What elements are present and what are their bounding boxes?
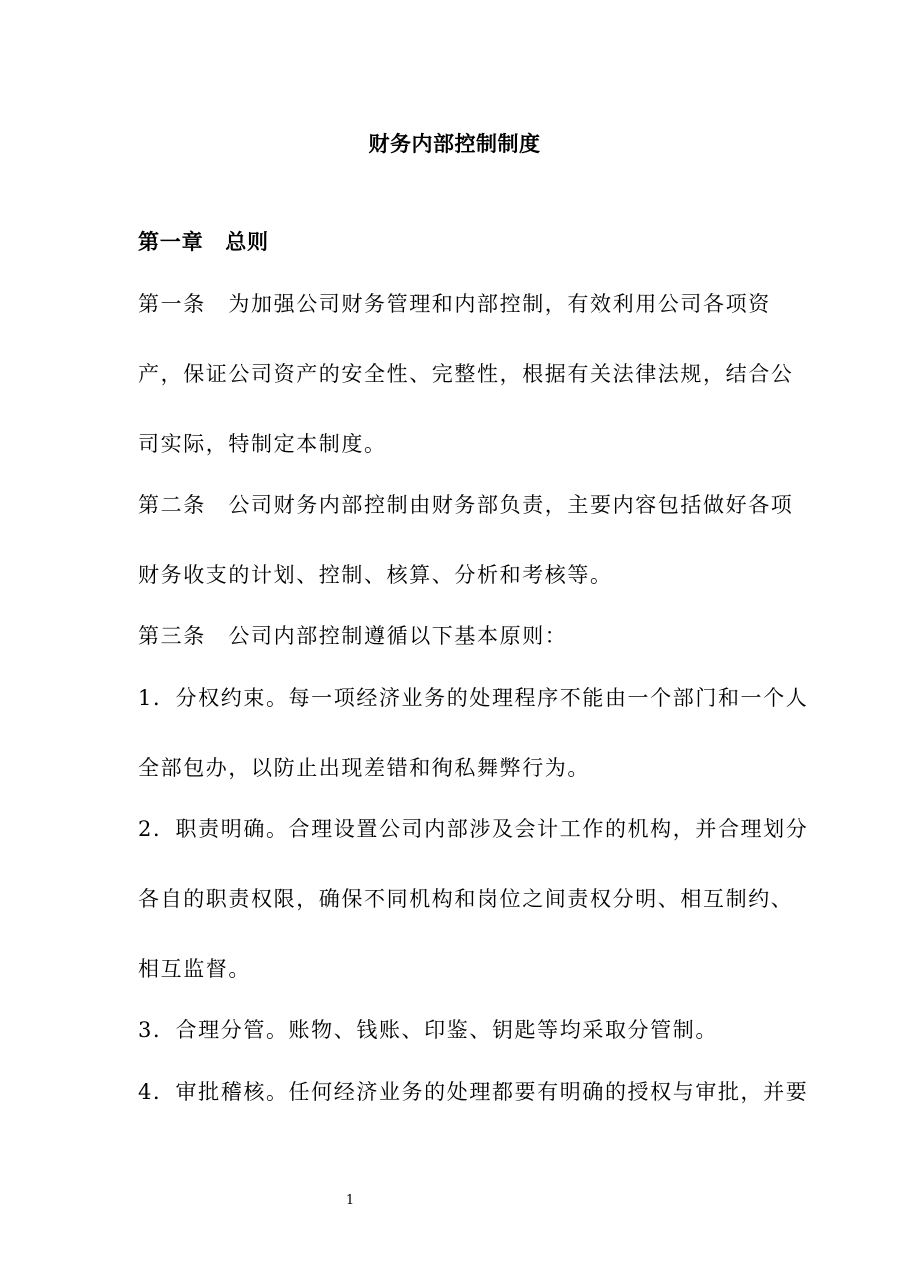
body-line-1: 第一条 为加强公司财务管理和内部控制，有效利用公司各项资 xyxy=(138,292,771,316)
body-line-6: 第三条 公司内部控制遵循以下基本原则： xyxy=(138,624,568,648)
chapter-heading: 第一章 总则 xyxy=(138,229,269,254)
body-line-13: 4．审批稽核。任何经济业务的处理都要有明确的授权与审批，并要 xyxy=(138,1080,809,1104)
body-line-10: 各自的职责权限，确保不同机构和岗位之间责权分明、相互制约、 xyxy=(138,887,794,911)
body-line-12: 3．合理分管。账物、钱账、印鉴、钥匙等均采取分管制。 xyxy=(138,1018,718,1042)
body-line-9: 2．职责明确。合理设置公司内部涉及会计工作的机构，并合理划分 xyxy=(138,817,809,841)
body-line-3: 司实际，特制定本制度。 xyxy=(138,432,387,456)
body-line-4: 第二条 公司财务内部控制由财务部负责，主要内容包括做好各项 xyxy=(138,493,794,517)
body-line-5: 财务收支的计划、控制、核算、分析和考核等。 xyxy=(138,563,613,587)
body-line-8: 全部包办，以防止出现差错和徇私舞弊行为。 xyxy=(138,756,590,780)
body-line-7: 1．分权约束。每一项经济业务的处理程序不能由一个部门和一个人 xyxy=(138,686,809,710)
document-title: 财务内部控制制度 xyxy=(368,131,541,156)
page-number: 1 xyxy=(345,1193,355,1208)
body-line-11: 相互监督。 xyxy=(138,957,251,981)
body-line-2: 产，保证公司资产的安全性、完整性，根据有关法律法规，结合公 xyxy=(138,362,794,386)
